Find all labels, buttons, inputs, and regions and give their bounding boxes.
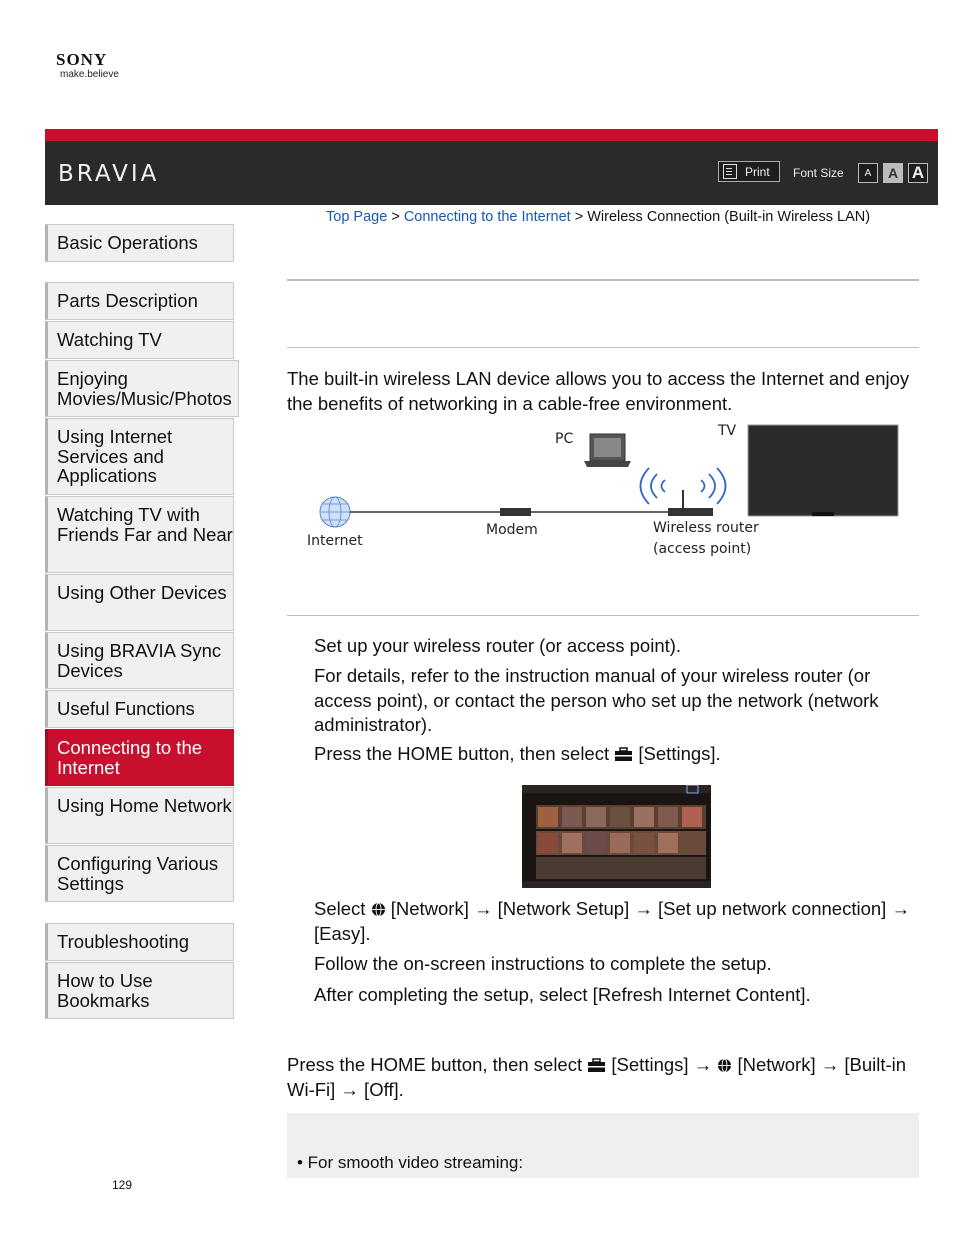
step-1-detail: For details, refer to the instruction manual of your wireless router (or access point), or contact the person who set up the network (network administrator). — [314, 665, 879, 735]
title-divider — [287, 279, 919, 281]
router-icon — [668, 490, 713, 516]
sidebar-item-configuring-settings[interactable]: Configuring Various Settings — [45, 845, 234, 902]
sidebar-item-connecting-internet[interactable]: Connecting to the Internet — [45, 729, 234, 786]
tv-icon — [748, 425, 898, 516]
modem-icon — [500, 508, 531, 516]
sony-tagline: make.believe — [60, 69, 119, 80]
sidebar-item-bravia-sync[interactable]: Using BRAVIA Sync Devices — [45, 632, 234, 689]
sidebar-item-troubleshooting[interactable]: Troubleshooting — [45, 923, 234, 961]
font-size-small-button[interactable]: A — [858, 163, 878, 183]
breadcrumb-top-page[interactable]: Top Page — [326, 209, 388, 225]
diagram-label-modem: Modem — [486, 522, 538, 538]
breadcrumb-current: Wireless Connection (Built-in Wireless LAN) — [587, 209, 871, 225]
sidebar-item-enjoying-media[interactable]: Enjoying Movies/Music/Photos — [45, 360, 239, 417]
print-icon — [723, 164, 737, 179]
breadcrumb-separator: > — [391, 209, 400, 225]
step-2: Press the HOME button, then select [Settings]. — [314, 743, 721, 764]
sidebar-item-internet-services[interactable]: Using Internet Services and Applications — [45, 418, 234, 495]
sidebar-item-home-network[interactable]: Using Home Network — [45, 787, 234, 844]
section-divider — [287, 615, 919, 616]
sidebar-item-watching-tv[interactable]: Watching TV — [45, 321, 234, 359]
bravia-logo: BRAVIA — [58, 161, 160, 187]
diagram-label-access-point: (access point) — [653, 541, 752, 557]
sidebar-item-parts-description[interactable]: Parts Description — [45, 282, 234, 320]
intro-text: The built-in wireless LAN device allows you to access the Internet and enjoy the benefits of networking in a cable-free environment. — [287, 368, 910, 414]
sony-logo: SONY — [56, 50, 108, 69]
hint-bullet: • For smooth video streaming: — [297, 1153, 524, 1172]
sidebar-item-bookmarks[interactable]: How to Use Bookmarks — [45, 962, 234, 1019]
sidebar-item-basic-operations[interactable]: Basic Operations — [45, 224, 234, 262]
globe-icon — [371, 902, 386, 917]
home-menu-screenshot — [522, 785, 711, 888]
pc-laptop-icon — [584, 434, 631, 467]
diagram-label-internet: Internet — [307, 533, 363, 549]
diagram-label-pc: PC — [555, 431, 574, 447]
section-divider — [287, 347, 919, 348]
breadcrumb — [326, 209, 870, 225]
step-3: Select [Network] → [Network Setup] → [Set up network connection] → [Easy]. — [314, 898, 910, 944]
step-4: Follow the on-screen instructions to complete the setup. — [314, 953, 772, 974]
toolbox-icon — [614, 747, 633, 762]
disable-wifi-text: Press the HOME button, then select [Settings] → [Network] → [Built-in Wi-Fi] → [Off]. — [287, 1054, 907, 1100]
sidebar-item-other-devices[interactable]: Using Other Devices — [45, 574, 234, 631]
print-button-label: Print — [745, 164, 770, 179]
sidebar-item-useful-functions[interactable]: Useful Functions — [45, 690, 234, 728]
font-size-large-button[interactable]: A — [908, 163, 928, 183]
font-size-label: Font Size — [793, 166, 844, 180]
internet-globe-icon — [320, 497, 350, 527]
print-button[interactable] — [718, 161, 780, 182]
sidebar-item-friends-far-near[interactable]: Watching TV with Friends Far and Near — [45, 496, 234, 573]
connection-diagram — [300, 420, 910, 570]
header-accent-stripe — [45, 129, 938, 141]
step-4-detail: After completing the setup, select [Refresh Internet Content]. — [314, 984, 811, 1005]
globe-icon — [717, 1058, 732, 1073]
diagram-label-router: Wireless router — [653, 520, 759, 536]
step-1: Set up your wireless router (or access point). — [314, 635, 682, 656]
toolbox-icon — [587, 1058, 606, 1073]
font-size-medium-button[interactable]: A — [883, 163, 903, 183]
breadcrumb-connecting[interactable]: Connecting to the Internet — [403, 209, 571, 225]
page-number: 129 — [112, 1178, 133, 1192]
breadcrumb-separator: > — [574, 209, 584, 225]
diagram-label-tv: TV — [718, 423, 737, 439]
